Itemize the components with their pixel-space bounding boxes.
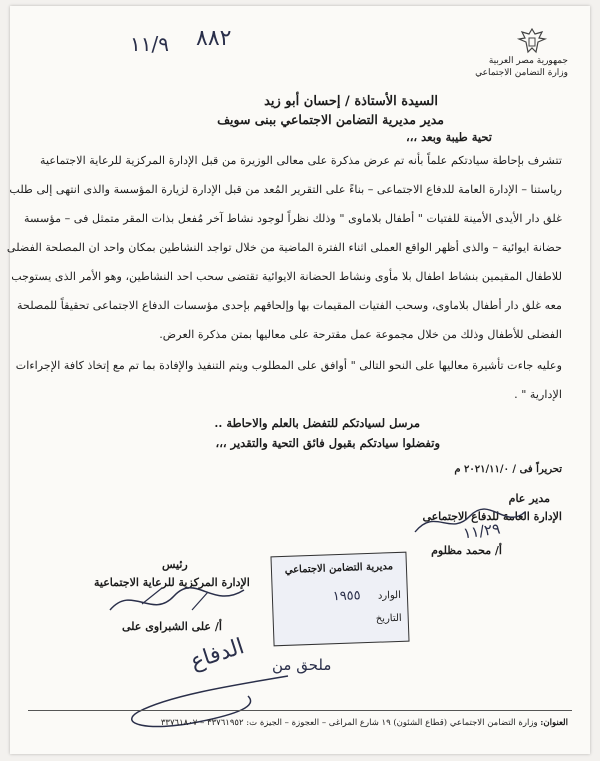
body-line-5: للاطفال المقيمين بنشاط اطفال بلا مأوى ونشاط الحضانة الايوائية تقتضى سحب احد النشاطين، وهو الأمر الذى يستوجب bbox=[11, 270, 562, 283]
signature-right-icon bbox=[410, 502, 530, 542]
handwritten-date: ١١/٩ bbox=[130, 32, 169, 56]
received-stamp bbox=[270, 552, 409, 647]
handwritten-date-mark: ١١/٢٩ bbox=[461, 519, 502, 543]
signatory-right-name: أ/ محمد مظلوم bbox=[431, 544, 502, 557]
addressee-title: مدير مديرية التضامن الاجتماعي ببنى سويف bbox=[217, 112, 444, 127]
handwritten-marginal-2: ملحق من bbox=[272, 656, 332, 674]
signatory-right-title: مدير عام bbox=[508, 492, 550, 505]
closing-line-1: مرسل لسيادتكم للتفضل بالعلم والاحاطة .. bbox=[214, 416, 420, 430]
body-line-3: غلق دار الأيدى الأمينة للفتيات " أطفال بلاماوى " وذلك نظراً لوجود نشاط آخر مُفعل بذات المقر متمثل فى – مؤسسة bbox=[23, 212, 562, 225]
letter-page bbox=[6, 6, 590, 754]
stamp-field-label: الوارد bbox=[377, 589, 402, 602]
handwritten-number: ٨٨٢ bbox=[196, 26, 232, 51]
footer-divider bbox=[28, 710, 572, 711]
handwritten-marginal: الدفاع bbox=[187, 634, 248, 675]
body-line-4: حضانة ايوائية – والذى أظهر الواقع العملى اثناء الفترة الماضية من خلال تواجد النشاطين بمكان واحد ان المصلحة الفضلى bbox=[6, 241, 562, 254]
date-line: تحريراً فى / ٢٠٢١/١١/٠ م bbox=[454, 464, 562, 475]
ministry-line1: جمهورية مصر العربية bbox=[488, 56, 568, 66]
ministry-line2: وزارة التضامن الاجتماعي bbox=[475, 68, 568, 78]
stamp-date-label: التاريخ bbox=[375, 612, 402, 625]
signature-left-icon bbox=[102, 580, 252, 624]
eagle-emblem-icon bbox=[512, 26, 552, 56]
stamp-heading: مديرية التضامن الاجتماعي bbox=[284, 561, 394, 576]
body-line-1: تتشرف بإحاطة سيادتكم علماً بأنه تم عرض مذكرة على معالى الوزيرة من قبل الإدارة المركزية للرعاية الاجتماعية bbox=[40, 154, 562, 167]
body-line-2: رياستنا – الإدارة العامة للدفاع الاجتماعى – بناءً على التقرير المُعد من قبل الإدارة لزيارة المؤسسة والذى انتهى إلى طلب bbox=[9, 183, 562, 196]
signatory-right-dept: الإدارة العامة للدفاع الاجتماعى bbox=[422, 510, 562, 523]
signatory-left-name: أ/ على الشبراوى على bbox=[122, 620, 222, 633]
body-line-7: الفضلى للأطفال وذلك من خلال مجموعة عمل مقترحة على معاليها بمتن مذكرة العرض. bbox=[159, 328, 562, 341]
decision-line-1: وعليه جاءت تأشيرة معاليها على النحو التالى " أوافق على المطلوب ويتم التنفيذ والإفادة بما تم مع إتخاذ كافة الإجراءات bbox=[15, 359, 562, 372]
addressee-name: السيدة الأستاذة / إحسان أبو زيد bbox=[264, 94, 438, 109]
closing-line-2: وتفضلوا سيادتكم بقبول فائق التحية والتقدير ،،، bbox=[215, 436, 440, 450]
signatory-left-title: رئيس bbox=[162, 558, 188, 571]
stamp-field-value: ١٩٥٥ bbox=[332, 588, 361, 605]
body-line-6: معه غلق دار أطفال بلاماوى، وسحب الفتيات المقيمات بها وإلحاقهم بإحدى مؤسسات الدفاع الاجتماعى تحقيقاً للمصلحة bbox=[17, 299, 562, 312]
greeting: تحية طيبة وبعد ،،، bbox=[405, 130, 492, 144]
signatory-left-dept: الإدارة المركزية للرعاية الاجتماعية bbox=[94, 576, 250, 589]
footer-address: وزارة التضامن الاجتماعي (قطاع الشئون) ١٩ شارع المراغى – العجوزة – الجيزة ت: ٣٣٧٦١٩٥٢ – ٣٣٧٦١٨٠٧ bbox=[160, 718, 538, 728]
footer-label: العنوان: bbox=[540, 718, 568, 728]
decision-line-2: الإدارية " . bbox=[514, 388, 562, 401]
